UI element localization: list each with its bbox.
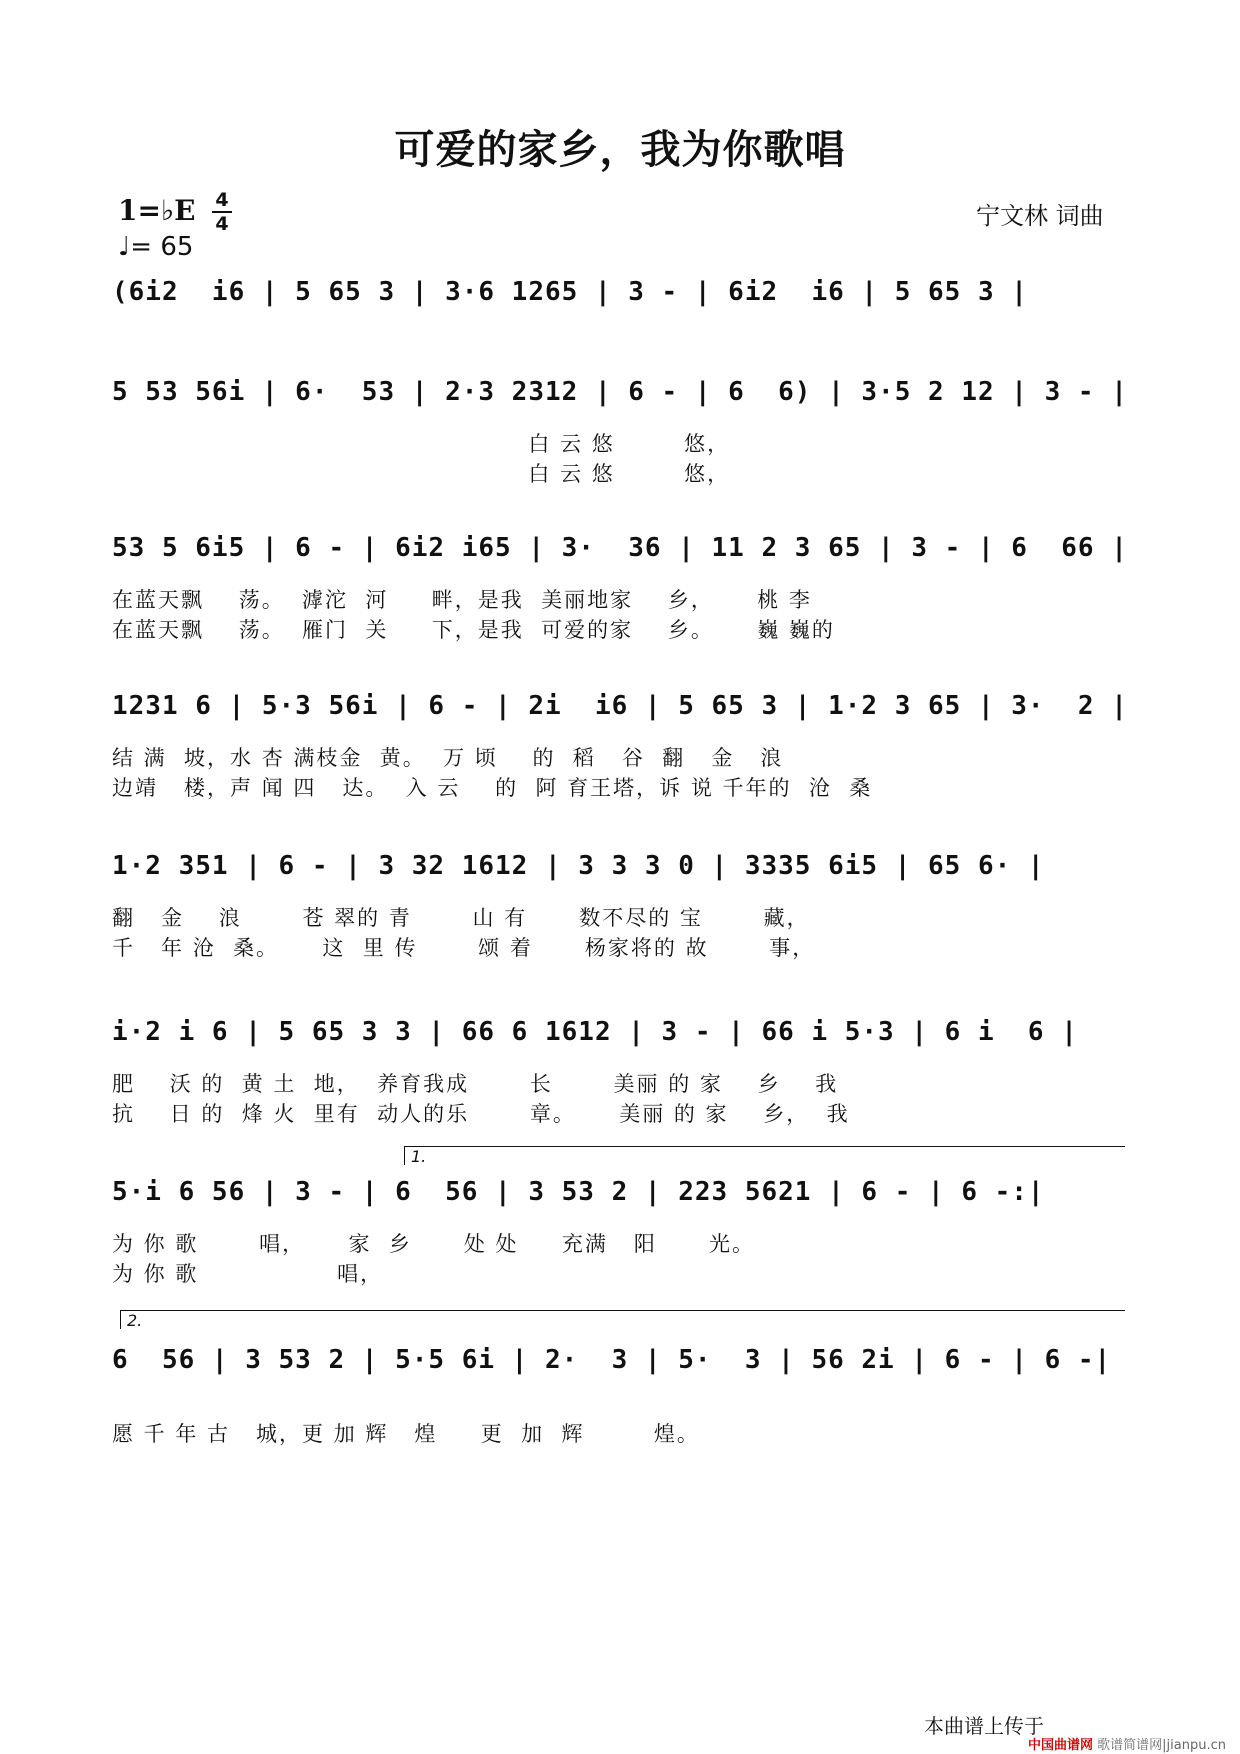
upload-note: 本曲谱上传于 <box>924 1714 1044 1738</box>
lyric-verse-1: 肥 沃 的 黄 土 地， 养育我成 长 美丽 的 家 乡 我 <box>112 1072 839 1096</box>
lyric-verse-2: 抗 日 的 烽 火 里有 动人的乐 章。 美丽 的 家 乡， 我 <box>112 1102 850 1126</box>
lyric-verse-1: 翻 金 浪 苍 翠的 青 山 有 数不尽的 宝 藏， <box>112 906 810 930</box>
lyric-verse-2: 在蓝天飘 荡。 雁门 关 下，是我 可爱的家 乡。 巍 巍的 <box>112 618 835 642</box>
tempo-marking: ♩= 65 <box>118 232 194 262</box>
lyric-verse-2: 白 云 悠 悠， <box>112 462 731 486</box>
lyric-verse-1: 愿 千 年 古 城，更 加 辉 煌 更 加 辉 煌。 <box>112 1422 700 1446</box>
watermark <box>1028 1734 1226 1753</box>
lyric-verse-1: 在蓝天飘 荡。 滹沱 河 畔，是我 美丽地家 乡， 桃 李 <box>112 588 812 612</box>
lyric-verse-1: 为 你 歌 唱， 家 乡 处 处 充满 阳 光。 <box>112 1232 755 1256</box>
notation-line: (6i2 i6 | 5 65 3 | 3·6 1265 | 3 - | 6i2 i6 | 5 65 3 | <box>112 277 1028 307</box>
watermark-brand: 中国曲谱网 <box>1028 1738 1094 1753</box>
key-signature: 1=♭E <box>118 194 196 227</box>
lyric-verse-1: 结 满 坡，水 杏 满枝金 黄。 万 顷 的 稻 谷 翻 金 浪 <box>112 746 784 770</box>
volta-label: 2. <box>127 1311 143 1330</box>
notation-line: 1·2 351 | 6 - | 3 32 1612 | 3 3 3 0 | 3335 6i5 | 65 6· | <box>112 851 1045 881</box>
lyric-verse-2: 千 年 沧 桑。 这 里 传 颂 着 杨家将的 故 事， <box>112 936 816 960</box>
watermark-site: 歌谱简谱网|jianpu.cn <box>1097 1738 1226 1753</box>
lyric-verse-2: 边靖 楼，声 闻 四 达。 入 云 的 阿 育王塔，诉 说 千年的 沧 桑 <box>112 776 873 800</box>
notation-line: 53 5 6i5 | 6 - | 6i2 i65 | 3· 36 | 11 2 3 65 | 3 - | 6 66 | <box>112 533 1128 563</box>
notation-line: 5 53 56i | 6· 53 | 2·3 2312 | 6 - | 6 6) | 3·5 2 12 | 3 - | <box>112 377 1128 407</box>
meter-bottom: 4 <box>215 213 229 235</box>
lyric-verse-2: 为 你 歌 唱， <box>112 1262 384 1286</box>
time-signature <box>210 190 234 234</box>
notation-line: 1231 6 | 5·3 56i | 6 - | 2i i6 | 5 65 3 | 1·2 3 65 | 3· 2 | <box>112 691 1128 721</box>
meter-top: 4 <box>215 189 229 211</box>
notation-line: 6 56 | 3 53 2 | 5·5 6i | 2· 3 | 5· 3 | 56 2i | 6 - | 6 -| <box>112 1345 1112 1375</box>
song-title: 可爱的家乡，我为你歌唱 <box>394 127 846 173</box>
notation-line: 5·i 6 56 | 3 - | 6 56 | 3 53 2 | 223 5621 | 6 - | 6 -:| <box>112 1177 1045 1207</box>
composer-credit: 宁文林 词曲 <box>976 202 1104 230</box>
lyric-verse-1: 白 云 悠 悠， <box>112 432 731 456</box>
notation-line: i·2 i 6 | 5 65 3 3 | 66 6 1612 | 3 - | 66 i 5·3 | 6 i 6 | <box>112 1017 1078 1047</box>
volta-label: 1. <box>411 1147 427 1166</box>
volta-bracket-2 <box>120 1310 1125 1329</box>
